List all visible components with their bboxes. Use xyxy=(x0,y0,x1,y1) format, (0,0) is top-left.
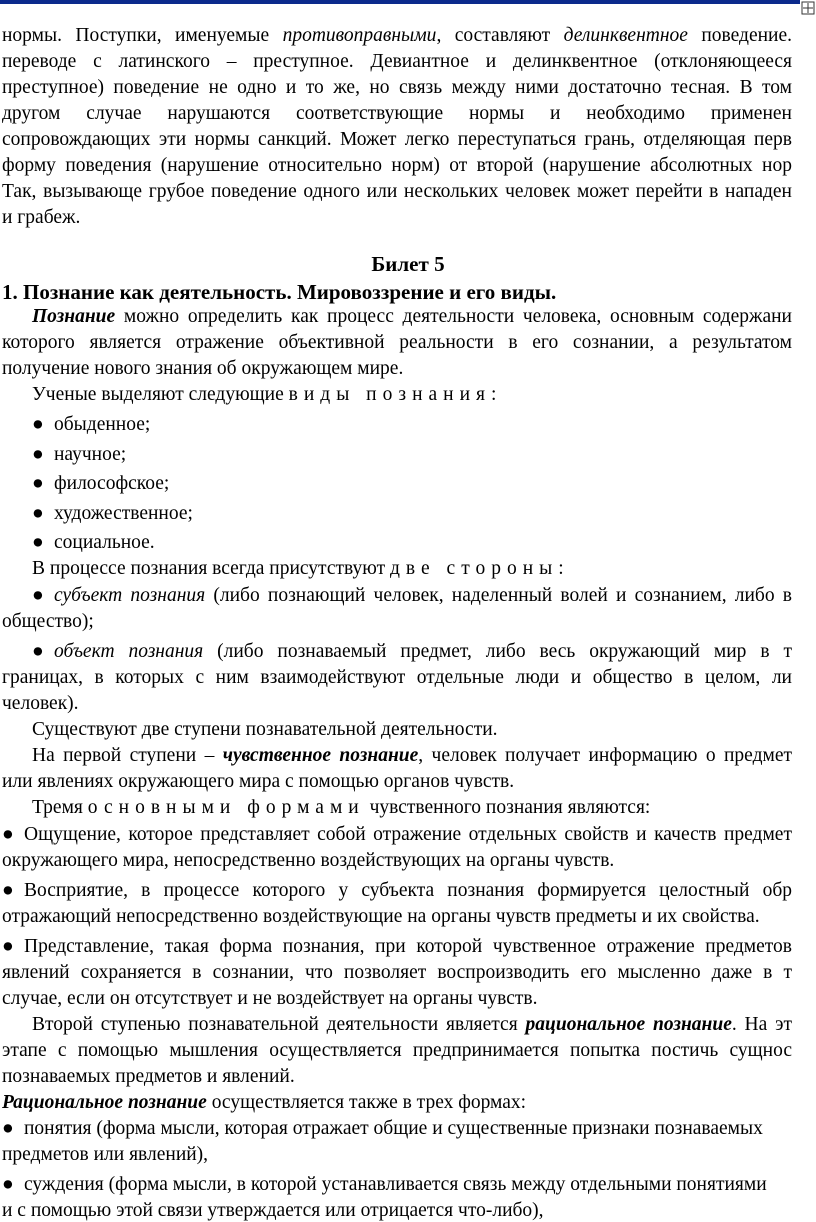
stages-line-1: Существуют две ступени познавательной деятельности. xyxy=(32,719,498,740)
intro-line-8: и грабеж. xyxy=(2,207,81,228)
sensory-item-1-line-2: окружающего мира, непосредственно воздействующих на органы чувств. xyxy=(2,850,615,871)
list-item: ● научное; xyxy=(32,444,127,465)
intro-line-4: другом случае нарушаются соответствующие нормы и необходимо применен xyxy=(2,103,792,124)
ticket-title: Билет 5 xyxy=(371,252,445,276)
rational-line-3: познаваемых предметов и явлений. xyxy=(2,1066,295,1087)
intro-line-2: переводе с латинского – преступное. Девиантное и делинквентное (отклоняющееся xyxy=(2,51,792,72)
intro-line-3: преступное) поведение не одно и то же, но связь между ними достаточно тесная. В том xyxy=(2,77,792,98)
sides-intro: В процессе познания всегда присутствуют две стороны: xyxy=(32,558,564,579)
rational-line-4: Рациональное познание осуществляется также в трех формах: xyxy=(2,1092,527,1113)
subject-line-2: общество); xyxy=(2,611,94,632)
definition-line-3: получение нового знания об окружающем мире. xyxy=(2,358,404,379)
kinds-intro: Ученые выделяют следующие виды познания: xyxy=(32,384,497,405)
sensory-item-3-line-2: явлений сохраняется в сознании, что позволяет воспроизводить его мысленно даже в т xyxy=(2,962,792,983)
list-item: ● социальное. xyxy=(32,532,155,553)
rational-form-2-line-1: ● суждения (форма мысли, в которой устанавливается связь между отдельными понятиями xyxy=(2,1174,767,1195)
sensory-item-2-line-1: ● Восприятие, в процессе которого у субъекта познания формируется целостный обр xyxy=(2,880,792,901)
table-move-handle-icon[interactable] xyxy=(800,0,816,16)
object-line-3: человек). xyxy=(2,693,79,714)
rational-form-2-line-2: и с помощью этой связи утверждается или отрицается что-либо), xyxy=(2,1200,544,1221)
intro-line-7: Так, вызывающе грубое поведение одного или нескольких человек может перейти в нападен xyxy=(2,181,792,202)
rational-form-1-line-2: предметов или явлений), xyxy=(2,1144,209,1165)
sensory-item-2-line-2: отражающий непосредственно воздействующие на органы чувств предметы и их свойства. xyxy=(2,906,760,927)
rational-line-1: Второй ступенью познавательной деятельности является рациональное познание. На эт xyxy=(32,1014,793,1035)
intro-line-6: форму поведения (нарушение относительно норм) от второй (нарушение абсолютных нор xyxy=(2,155,792,176)
object-line-1: ● объект познания (либо познаваемый предмет, либо весь окружающий мир в т xyxy=(32,641,792,662)
object-line-2: границах, в которых с ним взаимодействуют отдельные люди и общество в целом, ли xyxy=(2,667,792,688)
intro-line-1: нормы. Поступки, именуемые противоправными, составляют делинквентное поведение. xyxy=(2,25,793,46)
sensory-item-3-line-3: случае, если он отсутствует и не воздействует на органы чувств. xyxy=(2,988,538,1009)
definition-line-1: Познание можно определить как процесс деятельности человека, основным содержани xyxy=(32,306,792,327)
list-item: ● художественное; xyxy=(32,503,193,524)
intro-line-5: сопровождающих эти нормы санкций. Может легко переступаться грань, отделяющая перв xyxy=(2,129,792,150)
rational-form-1-line-1: ● понятия (форма мысли, которая отражает общие и существенные признаки познаваемых xyxy=(2,1118,763,1139)
stages-line-2: На первой ступени – чувственное познание, человек получает информацию о предмет xyxy=(32,745,793,766)
stages-line-4: Тремя основными формами чувственного познания являются: xyxy=(32,797,651,818)
sensory-item-1-line-1: ● Ощущение, которое представляет собой отражение отдельных свойств и качеств предмет xyxy=(2,824,792,845)
sensory-item-3-line-1: ● Представление, такая форма познания, при которой чувственное отражение предметов xyxy=(2,936,792,957)
subject-line-1: ● субъект познания (либо познающий человек, наделенный волей и сознанием, либо в xyxy=(32,585,793,606)
stages-line-3: или явлениях окружающего мира с помощью органов чувств. xyxy=(2,771,515,792)
rational-line-2: этапе с помощью мышления осуществляется предпринимается попытка постичь сущнос xyxy=(2,1040,792,1061)
definition-line-2: которого является отражение объективной реальности в его сознании, а результатом xyxy=(2,332,792,353)
list-item: ● философское; xyxy=(32,473,170,494)
section-heading: 1. Познание как деятельность. Мировоззрение и его виды. xyxy=(2,280,557,304)
list-item: ● обыденное; xyxy=(32,414,151,435)
